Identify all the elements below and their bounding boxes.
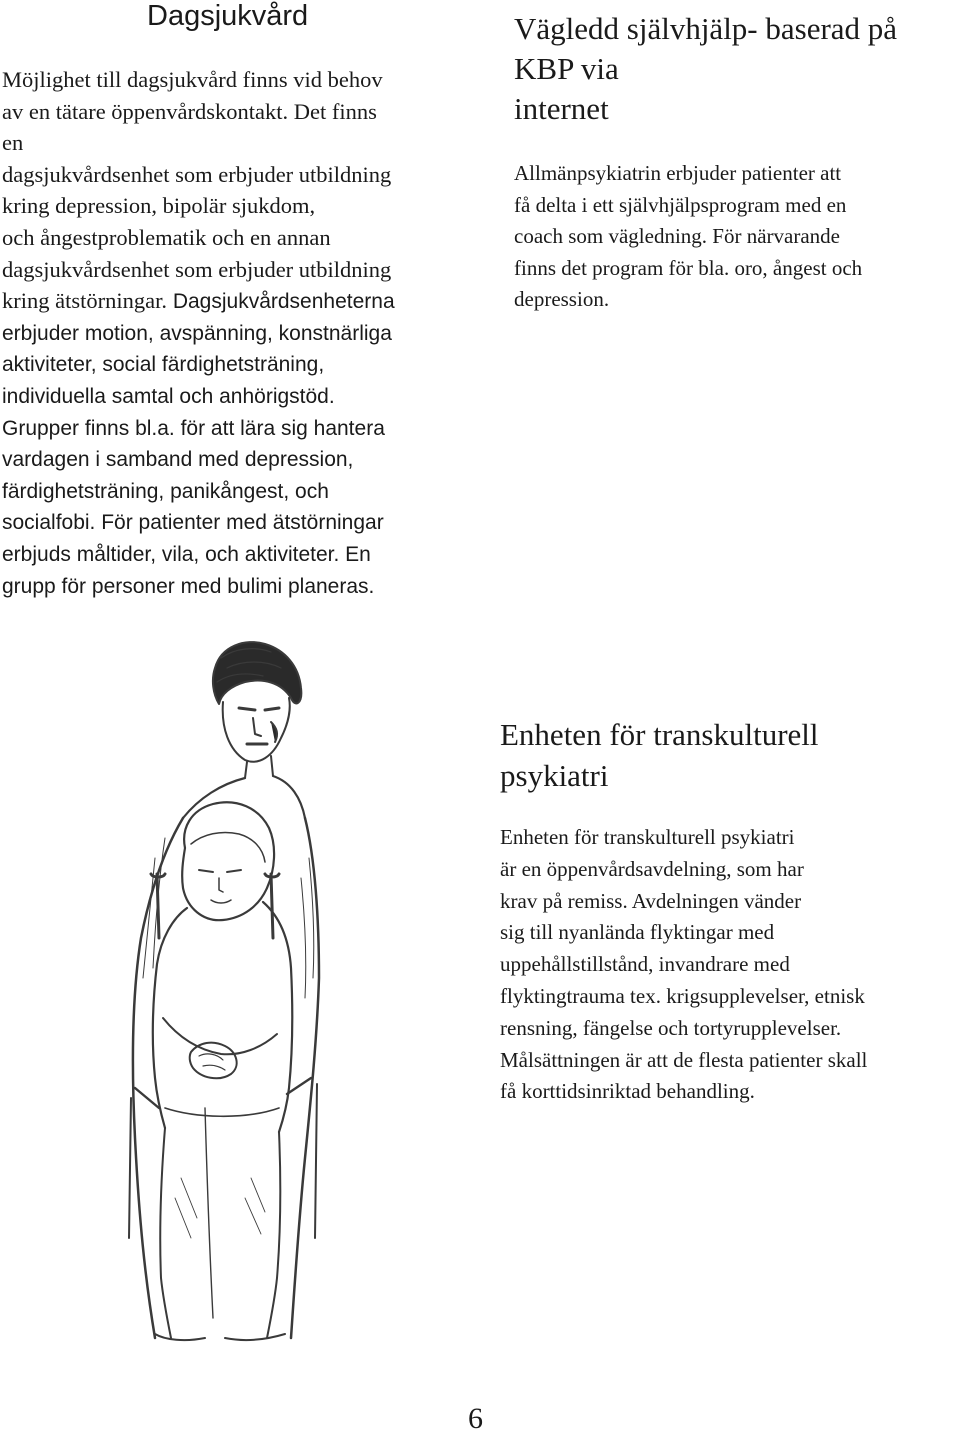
chair-seat: [135, 1078, 311, 1108]
heading-line: KBP via: [514, 51, 619, 86]
heading-line: Enheten för transkulturell: [500, 717, 819, 752]
paragraph-line: grupp för personer med bulimi planeras.: [2, 574, 375, 598]
paragraph-line: uppehållstillstånd, invandrare med: [500, 952, 790, 977]
seated-figure-legs: [160, 1128, 171, 1338]
paragraph-line: är en öppenvårdsavdelning, som har: [500, 856, 804, 881]
paragraph-line: en: [2, 130, 24, 156]
heading-line: psykiatri: [500, 758, 609, 793]
paragraph-line: [2, 285, 395, 318]
paragraph-line: krav på remiss. Avdelningen vänder: [500, 888, 802, 913]
paragraph-line: flyktingtrauma tex. krigsupplevelser, etnisk: [500, 983, 865, 1008]
seated-figure-body: [153, 908, 187, 1128]
paragraph-line: individuella samtal och anhörigstöd.: [2, 384, 335, 408]
paragraph-line: coach som vägledning. För närvarande: [514, 224, 840, 248]
paragraph-line: få korttidsinriktad behandling.: [500, 1079, 755, 1104]
paragraph-line: Allmänpsykiatrin erbjuder patienter att: [514, 161, 842, 185]
paragraph-line: erbjuds måltider, vila, och aktiviteter. En: [2, 542, 371, 566]
paragraph-line: rensning, fängelse och tortyrupplevelser.: [500, 1015, 842, 1040]
paragraph-line: kring depression, bipolär sjukdom,: [2, 193, 316, 219]
seated-figure-hands: [190, 1043, 237, 1079]
paragraph-line: socialfobi. För patienter med ätstörningar: [2, 511, 384, 535]
paragraph-line: och ångestproblematik och en annan: [2, 224, 331, 250]
paragraph-line: av en tätare öppenvårdskontakt. Det finns: [2, 98, 377, 124]
section-heading-kbp: [514, 9, 897, 129]
paragraph-line: aktiviteter, social färdighetsträning,: [2, 353, 325, 377]
section-body-kbp: [514, 158, 862, 316]
paragraph-line: Målsättningen är att de flesta patienter skall: [500, 1047, 868, 1072]
paragraph-line-part: kring ätstörningar.: [2, 288, 167, 314]
page-number: 6: [468, 1402, 483, 1435]
paragraph-line-part: Dagsjukvårdsenheterna: [166, 290, 395, 314]
paragraph-line: få delta i ett självhjälpsprogram med en: [514, 192, 847, 217]
paragraph-line: dagsjukvårdsenhet som erbjuder utbildning: [2, 256, 392, 282]
paragraph-line: erbjuder motion, avspänning, konstnärliga: [2, 321, 392, 345]
seated-figure-hood: [182, 802, 274, 920]
paragraph-line: vardagen i samband med depression,: [2, 448, 354, 472]
heading-line: Vägledd självhjälp- baserad på: [514, 11, 898, 46]
section-body-transkulturell: [500, 822, 867, 1108]
section-heading-transkulturell: [500, 714, 819, 796]
section-body-dagsjukvard: [2, 64, 395, 602]
paragraph-line: dagsjukvårdsenhet som erbjuder utbildning: [2, 161, 392, 187]
paragraph-line: finns det program för bla. oro, ångest och: [514, 255, 863, 280]
paragraph-line: Möjlighet till dagsjukvård finns vid behov: [2, 67, 383, 92]
heading-line: internet: [514, 91, 609, 126]
paragraph-line: Grupper finns bl.a. för att lära sig hantera: [2, 416, 385, 440]
pencil-sketch-illustration: [95, 638, 325, 1350]
chair-back-left: [151, 874, 165, 938]
paragraph-line: Enheten för transkulturell psykiatri: [500, 825, 795, 849]
paragraph-line: sig till nyanlända flyktingar med: [500, 920, 775, 945]
section-heading-dagsjukvard: Dagsjukvård: [147, 0, 309, 32]
paragraph-line: färdighetsträning, panikångest, och: [2, 479, 329, 503]
paragraph-line: depression.: [514, 287, 610, 311]
standing-figure-hair: [213, 642, 301, 704]
